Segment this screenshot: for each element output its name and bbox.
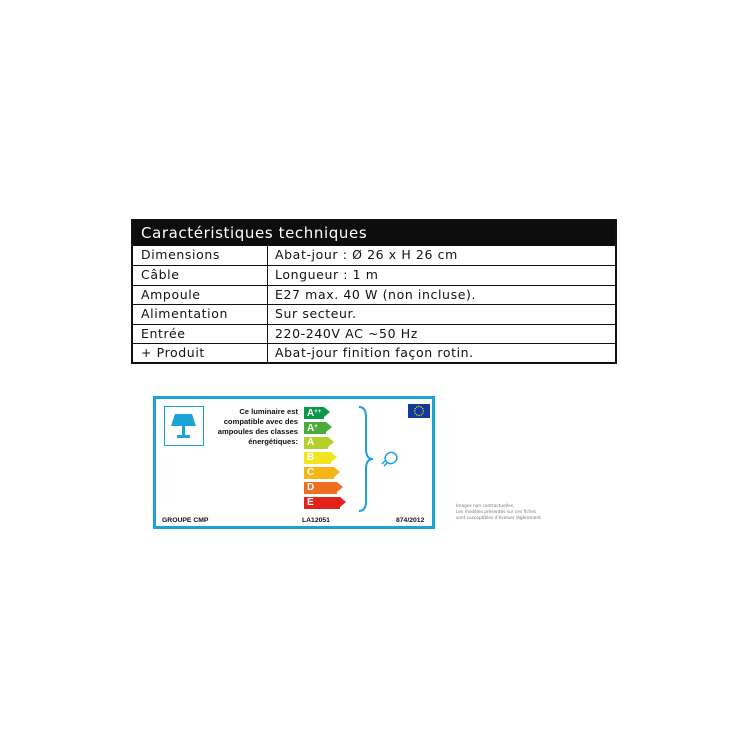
disclaimer-line: Les modèles présentés sur ces fiches — [456, 510, 537, 515]
spec-row — [133, 246, 615, 265]
energy-class-bar — [304, 452, 331, 464]
compat-line: Ce luminaire est — [239, 407, 298, 416]
energy-class-arrow-tip — [340, 497, 346, 507]
spec-value: Abat-jour : Ø 26 x H 26 cm — [275, 247, 458, 262]
energy-class-arrow-tip — [334, 467, 340, 477]
energy-class-arrow-tip — [326, 422, 332, 432]
disclaimer — [456, 504, 566, 522]
compat-line: compatible avec des — [223, 417, 298, 426]
spec-rows — [133, 246, 615, 362]
energy-class-bar — [304, 482, 337, 494]
spec-value: Longueur : 1 m — [275, 267, 379, 283]
energy-class-letter: D — [307, 482, 315, 493]
energy-class-plus: ++ — [314, 409, 322, 415]
energy-class-bar — [304, 437, 328, 449]
spec-row — [133, 324, 615, 343]
energy-class-plus: + — [314, 424, 318, 430]
spec-value: Abat-jour finition façon rotin. — [275, 344, 474, 360]
supplier-name: GROUPE CMP — [162, 517, 209, 524]
light-bulb-icon — [380, 449, 400, 474]
energy-class-letter: A — [307, 408, 315, 419]
energy-class-letter: E — [307, 497, 314, 508]
table-lamp-icon — [164, 406, 204, 446]
energy-class-letter: A — [307, 423, 315, 434]
model-number: LA12051 — [302, 517, 330, 524]
disclaimer-line: sont susceptibles d'évoluer légèrement. — [456, 516, 543, 521]
energy-class-bar — [304, 422, 326, 434]
compat-line: énergétiques: — [248, 437, 298, 446]
energy-label — [153, 396, 435, 529]
compat-text — [206, 407, 298, 447]
regulation-number: 874/2012 — [396, 517, 425, 524]
energy-class-arrow-tip — [324, 407, 330, 417]
energy-class-arrow-tip — [337, 482, 343, 492]
energy-class-letter: C — [307, 467, 315, 478]
spec-key: Ampoule — [133, 286, 268, 304]
spec-key: Câble — [133, 266, 268, 284]
spec-row — [133, 285, 615, 304]
spec-row — [133, 304, 615, 323]
energy-class-letter: A — [307, 437, 315, 448]
spec-key: + Produit — [133, 344, 268, 362]
brace-icon — [356, 405, 376, 518]
spec-key: Entrée — [133, 325, 268, 343]
compat-line: ampoules des classes — [217, 427, 298, 436]
spec-table — [131, 219, 617, 364]
energy-class-bars — [304, 407, 354, 512]
spec-key: Alimentation — [133, 305, 268, 323]
eu-flag-icon — [408, 404, 430, 418]
disclaimer-line: Images non contractuelles. — [456, 504, 515, 509]
spec-row — [133, 343, 615, 362]
spec-value: E27 max. 40 W (non incluse). — [275, 286, 477, 302]
spec-value: 220-240V AC ~50 Hz — [275, 325, 418, 341]
energy-class-bar — [304, 497, 340, 509]
energy-class-bar — [304, 467, 334, 479]
energy-class-letter: B — [307, 452, 315, 463]
spec-row — [133, 265, 615, 284]
energy-class-arrow-tip — [331, 452, 337, 462]
spec-value: Sur secteur. — [275, 306, 357, 322]
spec-table-title: Caractéristiques techniques — [133, 221, 615, 246]
energy-class-bar — [304, 407, 324, 419]
spec-key: Dimensions — [133, 246, 268, 265]
energy-class-arrow-tip — [328, 437, 334, 447]
